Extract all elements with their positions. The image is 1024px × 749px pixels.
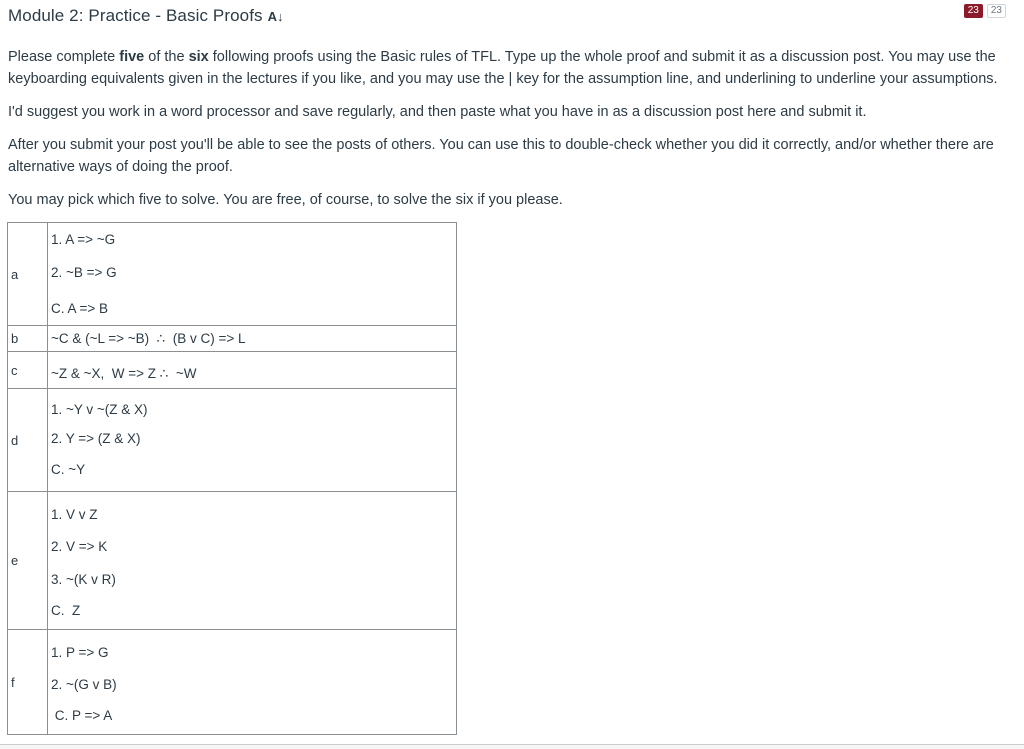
proof-row-b — [8, 326, 457, 352]
badges — [964, 4, 1006, 18]
emphasis-five: five — [119, 49, 145, 65]
proof-body — [48, 630, 457, 735]
proof-label: b — [8, 326, 48, 352]
proof-body — [48, 389, 457, 492]
text-segment: Please complete — [8, 49, 120, 65]
proof-body — [48, 326, 457, 352]
page-title: Module 2: Practice - Basic Proofs — [8, 6, 263, 25]
proof-label: c — [8, 352, 48, 389]
text-segment: of the — [144, 49, 189, 65]
proofs-table — [7, 222, 457, 735]
emphasis-six: six — [188, 49, 209, 65]
proof-conclusion: C. P => A — [51, 708, 113, 723]
proof-label: d — [8, 389, 48, 492]
proof-conclusion: C. ~Y — [51, 462, 86, 477]
proof-line: 1. P => G — [51, 645, 109, 660]
proof-argument: ~Z & ~X, W => Z ∴ ~W — [51, 366, 197, 381]
instructions — [8, 46, 1008, 222]
proof-body — [48, 223, 457, 326]
instructions-paragraph-3: After you submit your post you'll be able to see the posts of others. You can use this to double-check whether you did it correctly, and/or whether there are alternative ways of doing the proof. — [8, 137, 994, 175]
proof-row-d — [8, 389, 457, 492]
unread-count-badge[interactable]: 23 — [964, 4, 983, 18]
proof-argument: ~C & (~L => ~B) ∴ (B v C) => L — [51, 331, 246, 346]
text-segment: following proofs using the Basic rules of TFL. Type up the whole proof and submit it as a discussion post. You may use the keyboarding equivalents given in the lectures if you like, and you may use the | key for the assumption line, and underlining to underline your assumptions. — [8, 49, 998, 87]
proof-row-e — [8, 492, 457, 630]
proof-conclusion: C. A => B — [51, 301, 109, 316]
proof-line: 2. V => K — [51, 539, 108, 554]
proof-line: 1. V v Z — [51, 507, 98, 522]
proof-line: 1. A => ~G — [51, 232, 116, 247]
proof-label: e — [8, 492, 48, 630]
proof-label: a — [8, 223, 48, 326]
proof-row-c — [8, 352, 457, 389]
bottom-scroll-edge — [0, 744, 1024, 749]
proof-label: f — [8, 630, 48, 735]
proof-line: 2. ~B => G — [51, 265, 117, 280]
proof-line: 1. ~Y v ~(Z & X) — [51, 402, 148, 417]
title-row — [8, 6, 284, 26]
proof-row-f — [8, 630, 457, 735]
proof-conclusion: C. Z — [51, 603, 81, 618]
proof-row-a — [8, 223, 457, 326]
proof-line: 2. ~(G v B) — [51, 677, 117, 692]
proof-body — [48, 352, 457, 389]
proof-line: 3. ~(K v R) — [51, 572, 116, 587]
proof-line: 2. Y => (Z & X) — [51, 431, 141, 446]
total-count-badge: 23 — [987, 4, 1006, 18]
instructions-paragraph-4: You may pick which five to solve. You are free, of course, to solve the six if you please. — [8, 192, 563, 208]
instructions-paragraph-1 — [8, 46, 1008, 90]
proof-body — [48, 492, 457, 630]
instructions-paragraph-2: I'd suggest you work in a word processor and save regularly, and then paste what you have in as a discussion post here and submit it. — [8, 104, 867, 120]
immersive-reader-icon[interactable]: A↓ — [267, 8, 284, 24]
